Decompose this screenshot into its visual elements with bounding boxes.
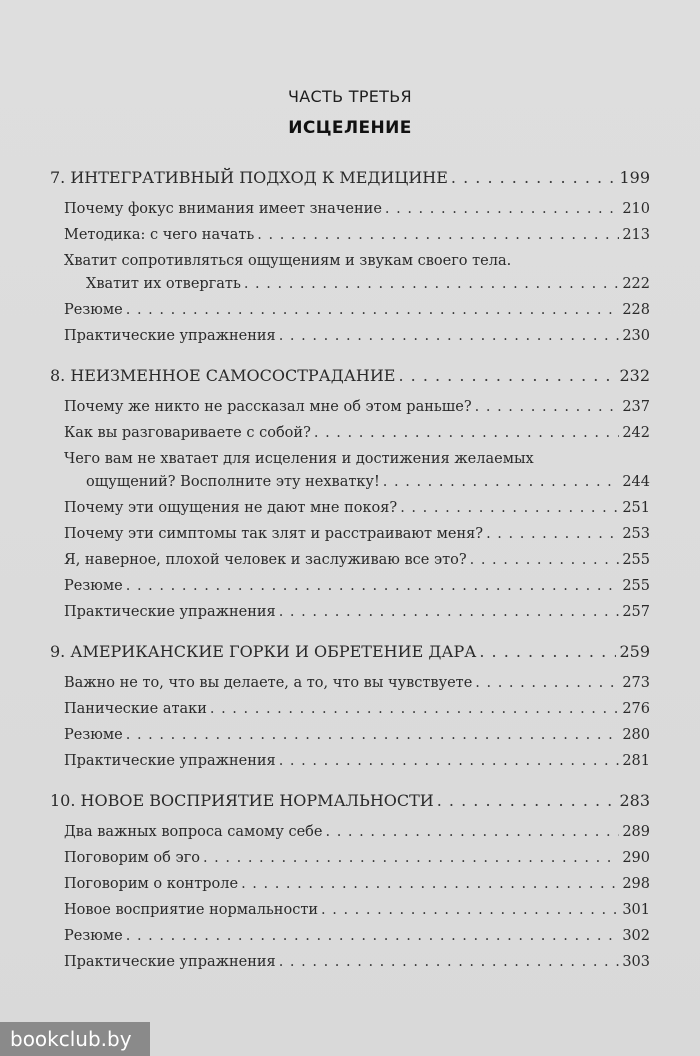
toc-entry-page: 244 [622, 474, 650, 490]
toc-entry-page: 213 [622, 227, 650, 243]
leader-dots [126, 724, 620, 747]
toc-entry-title: Практические упражнения [64, 328, 276, 344]
toc-entry [64, 299, 650, 322]
leader-dots [314, 422, 619, 445]
toc-entry-page: 290 [622, 850, 650, 866]
table-of-contents [50, 165, 650, 989]
toc-entry-line: Чего вам не хватает для исцеления и достижения желаемых [64, 451, 534, 467]
toc-entry-page: 280 [622, 727, 650, 743]
leader-dots [210, 698, 619, 721]
section-list [50, 198, 650, 348]
toc-entry-page: 255 [622, 578, 650, 594]
toc-entry-page: 237 [622, 399, 650, 415]
chapter-page: 283 [619, 791, 650, 810]
toc-entry-title: Поговорим о контроле [64, 876, 239, 892]
site-watermark: bookclub.by [0, 1022, 150, 1056]
toc-entry [64, 925, 650, 948]
toc-entry-page: 251 [622, 500, 650, 516]
toc-entry-title: Почему эти симптомы так злят и расстраивают меня? [64, 526, 484, 542]
chapter-section [50, 788, 650, 974]
toc-entry [64, 224, 650, 247]
leader-dots [244, 273, 619, 296]
part-title: ИСЦЕЛЕНИЕ [288, 118, 412, 138]
leader-dots [203, 847, 619, 870]
toc-entry-page: 253 [622, 526, 650, 542]
chapter-heading [50, 363, 650, 389]
toc-entry-title: Как вы разговариваете с собой? [64, 425, 311, 441]
toc-entry-title: Резюме [64, 928, 123, 944]
toc-entry [64, 601, 650, 624]
chapter-title: 9. АМЕРИКАНСКИЕ ГОРКИ И ОБРЕТЕНИЕ ДАРА [50, 642, 477, 661]
leader-dots [475, 396, 620, 419]
leader-dots [279, 601, 620, 624]
toc-entry [64, 471, 650, 494]
toc-entry [64, 847, 650, 870]
part-header [0, 85, 700, 141]
toc-entry [64, 396, 650, 419]
toc-entry-title: Резюме [64, 727, 123, 743]
toc-entry-title: Резюме [64, 302, 123, 318]
toc-entry [64, 951, 650, 974]
toc-entry-page: 298 [622, 876, 650, 892]
toc-entry-page: 281 [622, 753, 650, 769]
leader-dots [279, 951, 620, 974]
toc-entry [64, 523, 650, 546]
toc-entry-title: Новое восприятие нормальности [64, 902, 319, 918]
toc-entry [64, 575, 650, 598]
leader-dots [126, 925, 620, 948]
toc-entry-page: 242 [622, 425, 650, 441]
toc-entry-title: Методика: с чего начать [64, 227, 255, 243]
toc-entry-line: Хватит сопротивляться ощущениям и звукам своего тела. [64, 253, 512, 269]
toc-entry [64, 698, 650, 721]
section-list [50, 672, 650, 773]
toc-entry-title: Поговорим об эго [64, 850, 200, 866]
toc-entry-page: 303 [622, 954, 650, 970]
leader-dots [437, 788, 617, 814]
toc-entry-page: 210 [622, 201, 650, 217]
toc-entry [64, 873, 650, 896]
toc-entry-page: 302 [622, 928, 650, 944]
leader-dots [326, 821, 620, 844]
chapter-heading [50, 165, 650, 191]
leader-dots [451, 165, 617, 191]
section-list [50, 396, 650, 624]
chapter-heading [50, 639, 650, 665]
chapter-heading [50, 788, 650, 814]
toc-entry-title: Панические атаки [64, 701, 207, 717]
toc-entry [64, 750, 650, 773]
toc-entry-page: 257 [622, 604, 650, 620]
chapter-page: 232 [619, 366, 650, 385]
toc-entry-title: Почему же никто не рассказал мне об этом раньше? [64, 399, 472, 415]
leader-dots [279, 750, 620, 773]
chapter-section [50, 639, 650, 773]
toc-entry [64, 422, 650, 445]
leader-dots [383, 471, 620, 494]
toc-entry-title: Практические упражнения [64, 604, 276, 620]
part-label: ЧАСТЬ ТРЕТЬЯ [288, 87, 412, 106]
toc-entry-page: 276 [622, 701, 650, 717]
toc-entry-title: Практические упражнения [64, 753, 276, 769]
toc-entry [64, 549, 650, 572]
leader-dots [475, 672, 619, 695]
chapter-title: 10. НОВОЕ ВОСПРИЯТИЕ НОРМАЛЬНОСТИ [50, 791, 434, 810]
toc-entry-page: 222 [622, 276, 650, 292]
leader-dots [279, 325, 620, 348]
toc-entry-page: 255 [622, 552, 650, 568]
chapter-page: 199 [619, 168, 650, 187]
toc-entry-title: Почему фокус внимания имеет значение [64, 201, 382, 217]
toc-entry [64, 724, 650, 747]
leader-dots [126, 299, 620, 322]
leader-dots [479, 639, 616, 665]
chapter-page: 259 [619, 642, 650, 661]
toc-entry [64, 672, 650, 695]
toc-entry-page: 289 [622, 824, 650, 840]
toc-entry-title: Практические упражнения [64, 954, 276, 970]
leader-dots [126, 575, 620, 598]
toc-entry-title: Резюме [64, 578, 123, 594]
toc-entry-title: Почему эти ощущения не дают мне покоя? [64, 500, 398, 516]
leader-dots [400, 497, 619, 520]
toc-entry [64, 899, 650, 922]
toc-entry [64, 273, 650, 296]
leader-dots [241, 873, 619, 896]
chapter-title: 8. НЕИЗМЕННОЕ САМОСОСТРАДАНИЕ [50, 366, 396, 385]
leader-dots [257, 224, 619, 247]
toc-entry-title: Я, наверное, плохой человек и заслуживаю все это? [64, 552, 467, 568]
chapter-section [50, 165, 650, 348]
section-list [50, 821, 650, 974]
leader-dots [470, 549, 620, 572]
leader-dots [486, 523, 619, 546]
toc-entry [64, 198, 650, 221]
toc-entry-page: 301 [622, 902, 650, 918]
chapter-section [50, 363, 650, 624]
toc-entry-title: ощущений? Восполните эту нехватку! [86, 474, 380, 490]
toc-entry-page: 230 [622, 328, 650, 344]
toc-entry [64, 497, 650, 520]
toc-entry [64, 821, 650, 844]
toc-entry-title: Важно не то, что вы делаете, а то, что вы чувствуете [64, 675, 473, 691]
toc-entry-title: Два важных вопроса самому себе [64, 824, 323, 840]
toc-entry-page: 273 [622, 675, 650, 691]
leader-dots [385, 198, 619, 221]
toc-entry-page: 228 [622, 302, 650, 318]
chapter-title: 7. ИНТЕГРАТИВНЫЙ ПОДХОД К МЕДИЦИНЕ [50, 168, 448, 187]
leader-dots [321, 899, 619, 922]
toc-entry-title: Хватит их отвергать [86, 276, 241, 292]
leader-dots [398, 363, 616, 389]
toc-entry [64, 325, 650, 348]
